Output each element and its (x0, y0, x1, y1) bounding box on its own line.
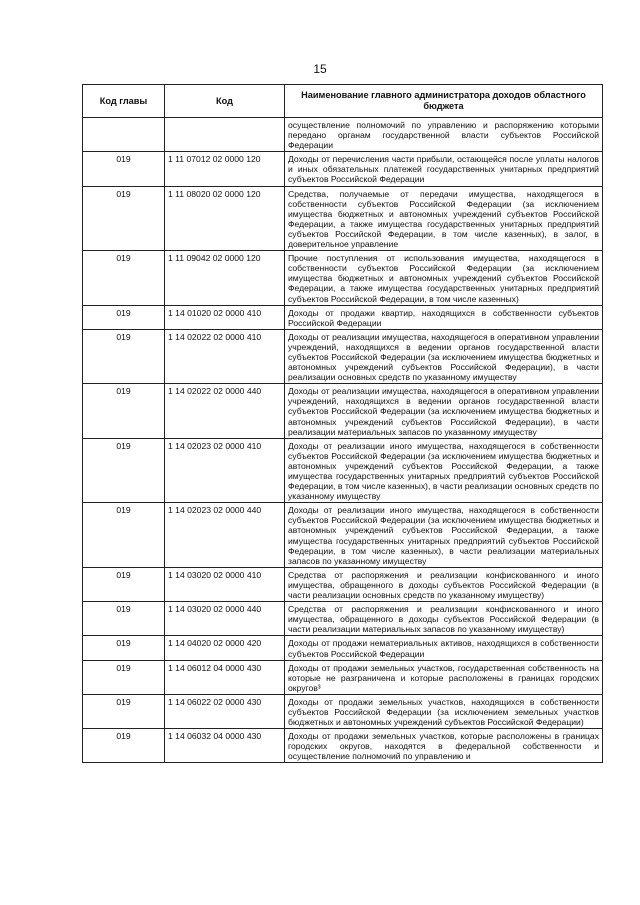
table-row (83, 636, 603, 660)
revenue-name-cell: осуществление полномочий по управлению и распоряжению которыми передано органам государственной власти субъектов Российской Федерации (285, 118, 603, 152)
revenue-name-cell: Доходы от продажи земельных участков, находящихся в собственности субъектов Российской Федерации (за исключением земельных участков бюджетных и автономных учреждений субъектов Российской Федерации) (285, 694, 603, 728)
budget-code-cell: 1 14 04020 02 0000 420 (165, 636, 285, 660)
table-row (83, 305, 603, 329)
table-header-row (83, 85, 603, 118)
table-row (83, 567, 603, 601)
table-row (83, 384, 603, 438)
page-number: 15 (313, 62, 327, 76)
budget-code-cell: 1 11 09042 02 0000 120 (165, 251, 285, 305)
chapter-code-cell: 019 (83, 567, 165, 601)
budget-code-cell: 1 14 03020 02 0000 410 (165, 567, 285, 601)
revenue-name-cell: Доходы от перечисления части прибыли, остающейся после уплаты налогов и иных обязательных платежей государственных унитарных предприятий субъектов Российской Федерации (285, 152, 603, 186)
chapter-code-cell: 019 (83, 660, 165, 694)
budget-code-cell: 1 11 07012 02 0000 120 (165, 152, 285, 186)
chapter-code-cell: 019 (83, 186, 165, 251)
budget-code-cell (165, 118, 285, 152)
budget-code-cell: 1 14 06012 04 0000 430 (165, 660, 285, 694)
chapter-code-cell (83, 118, 165, 152)
header-chapter-code: Код главы (83, 85, 165, 118)
budget-code-cell: 1 14 06022 02 0000 430 (165, 694, 285, 728)
chapter-code-cell: 019 (83, 602, 165, 636)
revenue-name-cell: Средства, получаемые от передачи имущества, находящегося в собственности субъектов Российской Федерации (за исключением имущества бюджетных и автономных учреждений субъектов Российской Федерации, а также имущества государственных унитарных предприятий субъектов Российской Федерации, в том числе казенных), в залог, в доверительное управление (285, 186, 603, 251)
table-row (83, 438, 603, 503)
revenue-name-cell: Доходы от продажи земельных участков, государственная собственность на которые не разграничена и которые расположены в границах городских округов³ (285, 660, 603, 694)
budget-code-cell: 1 11 08020 02 0000 120 (165, 186, 285, 251)
header-administrator-name: Наименование главного администратора доходов областного бюджета (285, 85, 603, 118)
chapter-code-cell: 019 (83, 251, 165, 305)
chapter-code-cell: 019 (83, 438, 165, 503)
revenue-name-cell: Доходы от реализации иного имущества, находящегося в собственности субъектов Российской Федерации (за исключением имущества бюджетных и автономных учреждений субъектов Российской Федерации, а также имущества государственных унитарных предприятий субъектов Российской Федерации, в том числе казенных), в части реализации материальных запасов по указанному имуществу (285, 503, 603, 568)
table-row (83, 329, 603, 383)
chapter-code-cell: 019 (83, 729, 165, 763)
budget-code-cell: 1 14 02022 02 0000 440 (165, 384, 285, 438)
table-row (83, 602, 603, 636)
chapter-code-cell: 019 (83, 694, 165, 728)
table-row (83, 729, 603, 763)
revenue-name-cell: Доходы от продажи земельных участков, которые расположены в границах городских округов, находятся в федеральной собственности и осуществление полномочий по управлению и (285, 729, 603, 763)
budget-code-cell: 1 14 06032 04 0000 430 (165, 729, 285, 763)
budget-code-cell: 1 14 02023 02 0000 410 (165, 438, 285, 503)
revenue-name-cell: Доходы от продажи квартир, находящихся в собственности субъектов Российской Федерации (285, 305, 603, 329)
revenue-name-cell: Средства от распоряжения и реализации конфискованного и иного имущества, обращенного в доходы субъектов Российской Федерации (в части реализации основных средств по указанному имуществу) (285, 567, 603, 601)
table-row (83, 251, 603, 305)
chapter-code-cell: 019 (83, 329, 165, 383)
table-row (83, 503, 603, 568)
chapter-code-cell: 019 (83, 636, 165, 660)
table-row (83, 186, 603, 251)
revenue-name-cell: Прочие поступления от использования имущества, находящегося в собственности субъектов Российской Федерации (за исключением имущества бюджетных и автономных учреждений субъектов Российской Федерации, а также имущества государственных унитарных предприятий субъектов Российской Федерации, в том числе казенных) (285, 251, 603, 305)
revenue-name-cell: Средства от распоряжения и реализации конфискованного и иного имущества, обращенного в доходы субъектов Российской Федерации (в части реализации материальных запасов по указанному имуществу) (285, 602, 603, 636)
table-row (83, 660, 603, 694)
revenue-name-cell: Доходы от продажи нематериальных активов, находящихся в собственности субъектов Российской Федерации (285, 636, 603, 660)
chapter-code-cell: 019 (83, 305, 165, 329)
revenue-name-cell: Доходы от реализации иного имущества, находящегося в собственности субъектов Российской Федерации (за исключением имущества бюджетных и автономных учреждений субъектов Российской Федерации, а также имущества государственных унитарных предприятий субъектов Российской Федерации, в том числе казенных), в части реализации основных средств по указанному имуществу (285, 438, 603, 503)
budget-code-cell: 1 14 02022 02 0000 410 (165, 329, 285, 383)
budget-code-cell: 1 14 01020 02 0000 410 (165, 305, 285, 329)
budget-code-cell: 1 14 02023 02 0000 440 (165, 503, 285, 568)
revenue-administrators-table (82, 84, 603, 763)
table-row (83, 152, 603, 186)
chapter-code-cell: 019 (83, 503, 165, 568)
chapter-code-cell: 019 (83, 152, 165, 186)
revenue-name-cell: Доходы от реализации имущества, находящегося в оперативном управлении учреждений, находящихся в ведении органов государственной власти субъектов Российской Федерации (за исключением имущества бюджетных и автономных учреждений субъектов Российской Федерации), в части реализации основных средств по указанному имуществу (285, 329, 603, 383)
table-row (83, 694, 603, 728)
revenue-name-cell: Доходы от реализации имущества, находящегося в оперативном управлении учреждений, находящихся в ведении органов государственной власти субъектов Российской Федерации (за исключением имущества бюджетных и автономных учреждений субъектов Российской Федерации), в части реализации материальных запасов по указанному имуществу (285, 384, 603, 438)
header-code: Код (165, 85, 285, 118)
chapter-code-cell: 019 (83, 384, 165, 438)
table-body (83, 118, 603, 763)
table-row (83, 118, 603, 152)
budget-code-cell: 1 14 03020 02 0000 440 (165, 602, 285, 636)
